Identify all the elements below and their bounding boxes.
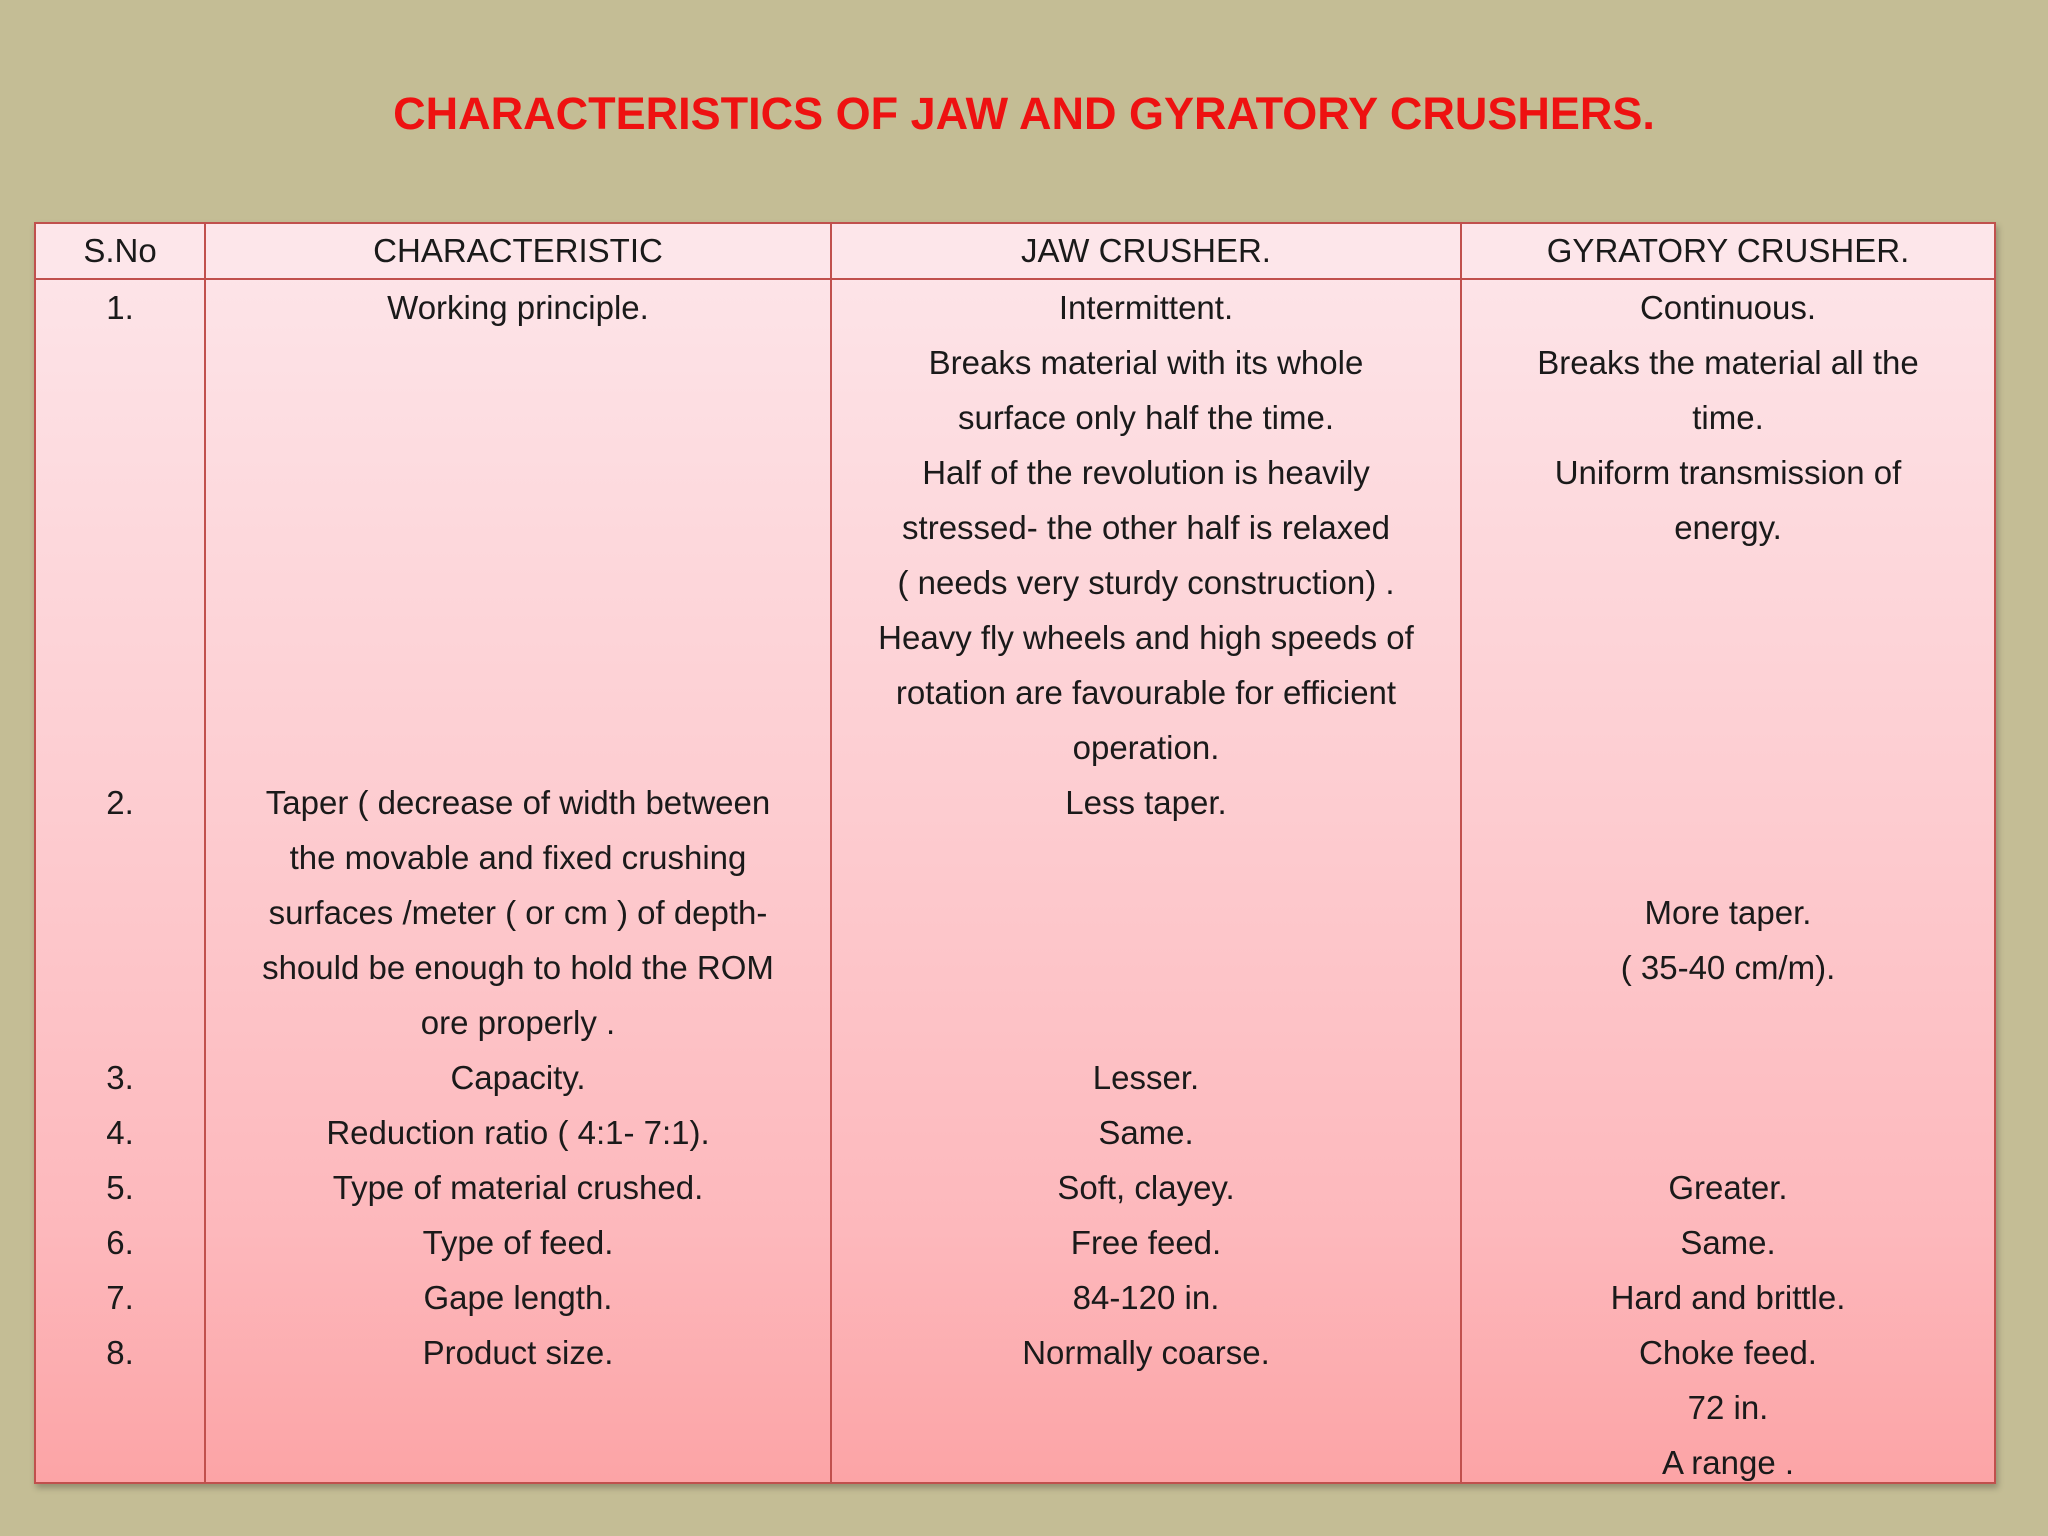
sno-cell: [36, 555, 204, 610]
characteristic-line: Working principle.: [387, 289, 649, 326]
column-sno: [36, 280, 204, 1490]
jaw-crusher-line: [832, 830, 1460, 885]
sno-cell: [36, 665, 204, 720]
gyratory-crusher-line: Continuous.: [1639, 289, 1817, 326]
sno-cell: 5.: [106, 1169, 134, 1206]
jaw-crusher-line: Less taper.: [1065, 784, 1227, 821]
gyratory-crusher-line: [1462, 995, 1994, 1050]
gyratory-crusher-line: 72 in.: [1687, 1389, 1769, 1426]
gyratory-crusher-line: [1462, 555, 1994, 610]
jaw-crusher-line: Soft, clayey.: [1057, 1169, 1235, 1206]
header-sno: S.No: [83, 232, 157, 269]
characteristic-line: Type of feed.: [422, 1224, 614, 1261]
jaw-crusher-line: Intermittent.: [1058, 289, 1234, 326]
characteristic-line: [206, 610, 830, 665]
sno-cell: [36, 995, 204, 1050]
jaw-crusher-line: surface only half the time.: [957, 399, 1335, 436]
characteristic-line: the movable and fixed crushing: [289, 839, 747, 876]
jaw-crusher-line: 84-120 in.: [1072, 1279, 1220, 1316]
jaw-crusher-line: [832, 940, 1460, 995]
gyratory-crusher-line: time.: [1692, 399, 1764, 436]
sno-cell: [36, 720, 204, 775]
characteristic-line: [206, 555, 830, 610]
sno-cell: [36, 335, 204, 390]
gyratory-crusher-line: [1462, 830, 1994, 885]
sno-cell: 1.: [106, 289, 134, 326]
gyratory-crusher-line: More taper.: [1644, 894, 1812, 931]
sno-cell: [36, 1435, 204, 1490]
jaw-crusher-line: [832, 885, 1460, 940]
sno-cell: [36, 885, 204, 940]
gyratory-crusher-line: [1462, 720, 1994, 775]
characteristic-line: ore properly .: [420, 1004, 616, 1041]
sno-cell: 2.: [106, 784, 134, 821]
jaw-crusher-line: operation.: [1072, 729, 1220, 766]
jaw-crusher-line: Normally coarse.: [1022, 1334, 1270, 1371]
jaw-crusher-line: ( needs very sturdy construction) .: [897, 564, 1395, 601]
header-gyratory-crusher: GYRATORY CRUSHER.: [1546, 232, 1910, 269]
column-characteristic: [206, 280, 830, 1490]
jaw-crusher-line: [832, 1380, 1460, 1435]
comparison-table: [34, 222, 1996, 1484]
jaw-crusher-line: Lesser.: [1092, 1059, 1200, 1096]
characteristic-line: Product size.: [422, 1334, 614, 1371]
gyratory-crusher-line: Uniform transmission of: [1554, 454, 1902, 491]
sno-cell: 7.: [106, 1279, 134, 1316]
jaw-crusher-line: [832, 995, 1460, 1050]
jaw-crusher-line: [832, 1435, 1460, 1490]
sno-cell: [36, 390, 204, 445]
gyratory-crusher-line: Choke feed.: [1639, 1334, 1817, 1371]
gyratory-crusher-line: energy.: [1674, 509, 1782, 546]
sno-cell: 6.: [106, 1224, 134, 1261]
gyratory-crusher-line: [1462, 775, 1994, 830]
jaw-crusher-line: rotation are favourable for efficient: [895, 674, 1397, 711]
gyratory-crusher-line: Greater.: [1668, 1169, 1788, 1206]
jaw-crusher-line: Half of the revolution is heavily: [922, 454, 1370, 491]
characteristic-line: [206, 390, 830, 445]
characteristic-line: Capacity.: [450, 1059, 586, 1096]
characteristic-line: surfaces /meter ( or cm ) of depth-: [268, 894, 768, 931]
characteristic-line: [206, 335, 830, 390]
characteristic-line: [206, 720, 830, 775]
characteristic-line: Type of material crushed.: [332, 1169, 704, 1206]
characteristic-line: [206, 1380, 830, 1435]
sno-cell: [36, 610, 204, 665]
table-header-row: [36, 224, 1994, 278]
characteristic-line: [206, 665, 830, 720]
characteristic-line: [206, 445, 830, 500]
sno-cell: [36, 1380, 204, 1435]
gyratory-crusher-line: [1462, 1050, 1994, 1105]
sno-cell: [36, 830, 204, 885]
characteristic-line: should be enough to hold the ROM: [262, 949, 774, 986]
sno-cell: [36, 500, 204, 555]
header-characteristic: CHARACTERISTIC: [373, 232, 663, 269]
sno-cell: 4.: [106, 1114, 134, 1151]
gyratory-crusher-line: ( 35-40 cm/m).: [1620, 949, 1836, 986]
characteristic-line: Taper ( decrease of width between: [265, 784, 771, 821]
jaw-crusher-line: Same.: [1098, 1114, 1194, 1151]
column-jaw-crusher: [832, 280, 1460, 1490]
sno-cell: [36, 940, 204, 995]
sno-cell: 3.: [106, 1059, 134, 1096]
characteristic-line: Gape length.: [423, 1279, 613, 1316]
characteristic-line: [206, 1435, 830, 1490]
jaw-crusher-line: Heavy fly wheels and high speeds of: [878, 619, 1414, 656]
sno-cell: 8.: [106, 1334, 134, 1371]
characteristic-line: [206, 500, 830, 555]
gyratory-crusher-line: [1462, 610, 1994, 665]
sno-cell: [36, 445, 204, 500]
jaw-crusher-line: Breaks material with its whole: [928, 344, 1364, 381]
gyratory-crusher-line: [1462, 1105, 1994, 1160]
gyratory-crusher-line: Same.: [1680, 1224, 1776, 1261]
characteristic-line: Reduction ratio ( 4:1- 7:1).: [326, 1114, 710, 1151]
header-jaw-crusher: JAW CRUSHER.: [1021, 232, 1271, 269]
gyratory-crusher-line: A range .: [1661, 1444, 1795, 1481]
jaw-crusher-line: stressed- the other half is relaxed: [902, 509, 1390, 546]
gyratory-crusher-line: Breaks the material all the: [1537, 344, 1919, 381]
column-gyratory-crusher: [1462, 280, 1994, 1490]
gyratory-crusher-line: Hard and brittle.: [1610, 1279, 1846, 1316]
page-title: CHARACTERISTICS OF JAW AND GYRATORY CRUSHERS.: [393, 88, 1655, 139]
gyratory-crusher-line: [1462, 665, 1994, 720]
jaw-crusher-line: Free feed.: [1070, 1224, 1222, 1261]
